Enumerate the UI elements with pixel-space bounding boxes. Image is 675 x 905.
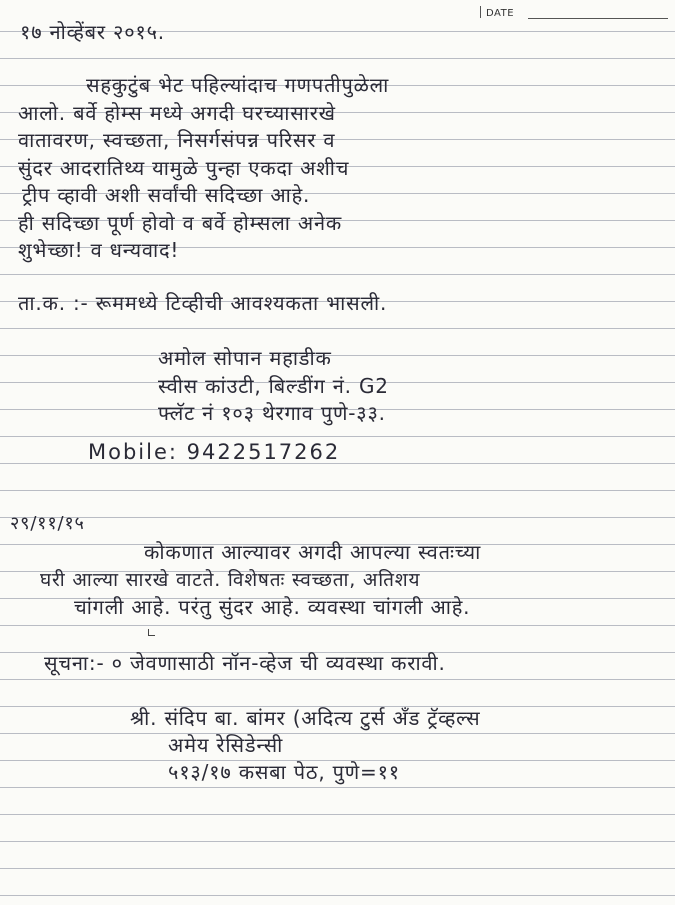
date-field-tick [480, 6, 481, 18]
entry1-line-6: ही सदिच्छा पूर्ण होवो व बर्वे होम्सला अनेक [18, 211, 343, 235]
entry1-signature-address-1: स्वीस कांउटी, बिल्डींग नं. G2 [158, 374, 389, 398]
entry2-date: २९/११/१५ [10, 513, 85, 534]
entry2-line-3: चांगली आहे. परंतु सुंदर आहे. व्यवस्था चांगली आहे. [74, 595, 471, 619]
entry2-signature-name: श्री. संदिप बा. बांमर (अदित्य टुर्स अँड ट्रॅव्हल्स [130, 706, 481, 730]
entry1-line-5: ट्रीप व्हावी अशी सर्वांची सदिच्छा आहे. [22, 183, 311, 207]
entry1-line-1: सहकुटुंब भेट पहिल्यांदाच गणपतीपुळेला [86, 73, 390, 97]
entry1-line-2: आलो. बर्वे होम्स मध्ये अगदी घरच्यासारखे [18, 101, 336, 125]
entry2-signature-address-1: अमेय रेसिडेन्सी [168, 733, 284, 757]
entry2-note: सूचना:- ० जेवणासाठी नॉन-व्हेज ची व्यवस्था करावी. [44, 651, 446, 675]
entry1-line-7: शुभेच्छा! व धन्यवाद! [18, 238, 180, 262]
entry1-line-3: वातावरण, स्वच्छता, निसर्गसंपन्न परिसर व [18, 128, 336, 152]
entry1-signature-address-2: फ्लॅट नं १०३ थेरगाव पुणे-३३. [158, 401, 386, 425]
entry2-signature-address-2: ५१३/१७ कसबा पेठ, पुणे=११ [168, 760, 401, 784]
date-label: DATE [486, 8, 515, 19]
hand-drawn-mark [148, 629, 155, 636]
entry1-note: ता.क. :- रूममध्ये टिव्हीची आवश्यकता भासली. [18, 291, 388, 315]
entry2-line-1: कोकणात आल्यावर अगदी आपल्या स्वतःच्या [144, 540, 482, 564]
date-field-line [528, 18, 668, 19]
entry1-mobile: Mobile: 9422517262 [88, 440, 341, 464]
entry2-line-2: घरी आल्या सारखे वाटते. विशेषतः स्वच्छता, अतिशय [40, 569, 421, 591]
entry1-line-4: सुंदर आदरातिथ्य यामुळे पुन्हा एकदा अशीच [18, 156, 350, 180]
entry1-date: १७ नोव्हेंबर २०१५. [20, 20, 165, 44]
entry1-signature-name: अमोल सोपान महाडीक [158, 346, 332, 370]
